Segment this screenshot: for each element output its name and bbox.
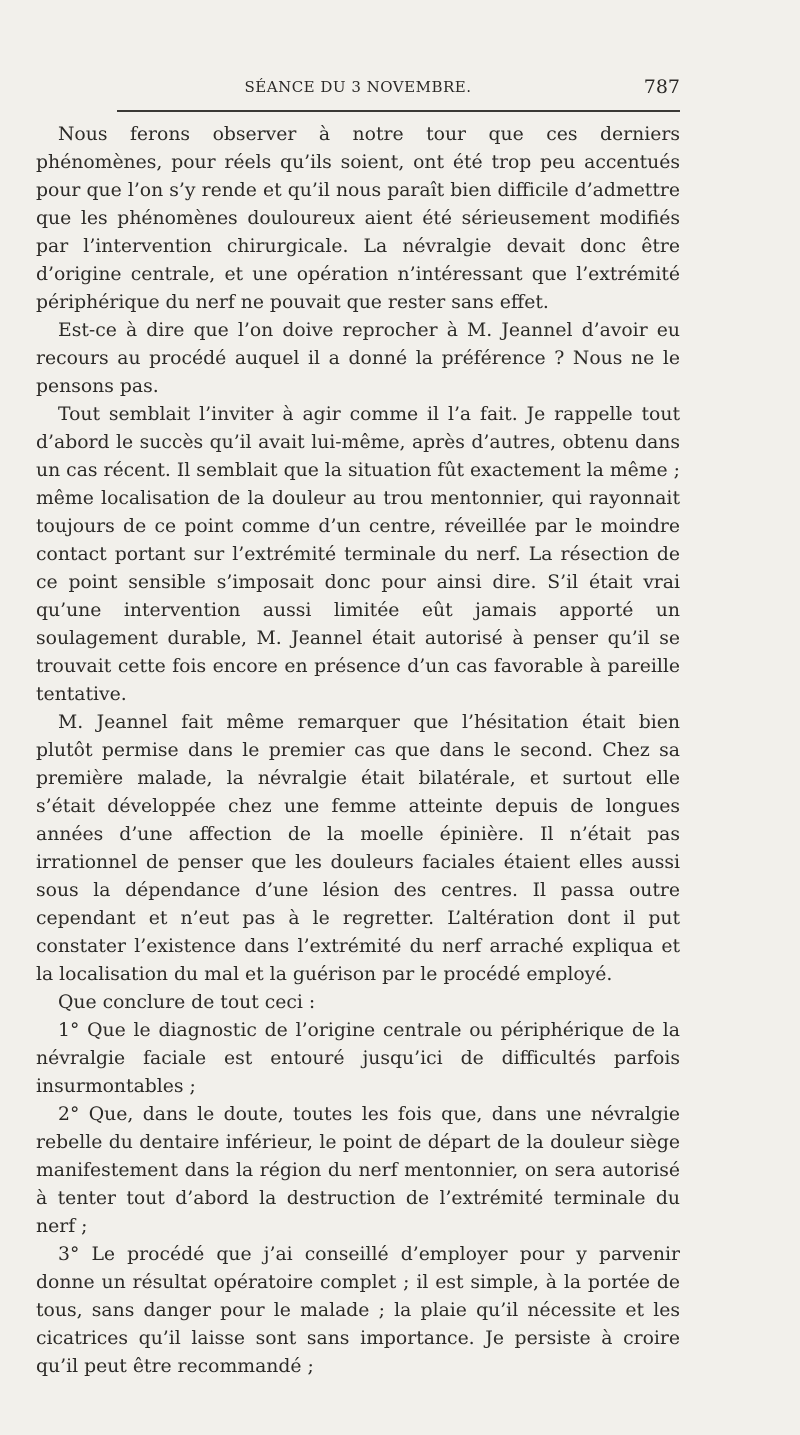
- paragraph: Est-ce à dire que l’on doive reprocher à M. Jeannel d’avoir eu recours au procédé auquel il a donné la préférence ? Nous ne le pensons pas.: [36, 320, 680, 397]
- paragraph: M. Jeannel fait même remarquer que l’hésitation était bien plutôt permise dans le premier cas que dans le second. Chez sa première malade, la névralgie était bilatérale, et surtout elle s’était développée chez une femme atteinte depuis de longues années d’une affection de la moelle épinière. Il n’était pas irrationnel de penser que les douleurs faciales étaient elles aussi sous la dépendance d’une lésion des centres. Il passa outre cependant et n’eut pas à le regretter. L’altération dont il put constater l’existence dans l’extrémité du nerf arraché expliqua et la localisation du mal et la guérison par le procédé employé.: [36, 712, 680, 985]
- paragraph: Que conclure de tout ceci :: [58, 992, 316, 1013]
- paragraph: Nous ferons observer à notre tour que ces derniers phénomènes, pour réels qu’ils soient, ont été trop peu accentués pour que l’on s’y rende et qu’il nous paraît bien difficile d’admettre que les phénomènes douloureux aient été sérieusement modifiés par l’intervention chirurgicale. La névralgie devait donc être d’origine centrale, et une opération n’intéressant que l’extrémité périphérique du nerf ne pouvait que rester sans effet.: [36, 124, 680, 313]
- body-text: [36, 121, 680, 1381]
- list-item: 2° Que, dans le doute, toutes les fois que, dans une névralgie rebelle du dentaire inférieur, le point de départ de la douleur siège manifestement dans la région du nerf mentonnier, on sera autorisé à tenter tout d’abord la destruction de l’extrémité terminale du nerf ;: [36, 1104, 680, 1237]
- paragraph: Tout semblait l’inviter à agir comme il l’a fait. Je rappelle tout d’abord le succès qu’il avait lui-même, après d’autres, obtenu dans un cas récent. Il semblait que la situation fût exactement la même ; même localisation de la douleur au trou mentonnier, qui rayonnait toujours de ce point comme d’un centre, réveillée par le moindre contact portant sur l’extrémité terminale du nerf. La résection de ce point sensible s’imposait donc pour ainsi dire. S’il était vrai qu’une intervention aussi limitée eût jamais apporté un soulagement durable, M. Jeannel était autorisé à penser qu’il se trouvait cette fois encore en présence d’un cas favorable à pareille tentative.: [36, 404, 680, 705]
- page-number: 787: [643, 76, 680, 98]
- list-item: 3° Le procédé que j’ai conseillé d’employer pour y parvenir donne un résultat opératoire complet ; il est simple, à la portée de tous, sans danger pour le malade ; la plaie qu’il nécessite et les cicatrices qu’il laisse sont sans importance. Je persiste à croire qu’il peut être recommandé ;: [36, 1244, 680, 1377]
- running-head: SÉANCE DU 3 NOVEMBRE.: [244, 78, 472, 96]
- page-header: [36, 76, 680, 100]
- header-rule: [117, 110, 680, 112]
- list-item: 1° Que le diagnostic de l’origine centrale ou périphérique de la névralgie faciale est entouré jusqu’ici de difficultés parfois insurmontables ;: [36, 1020, 680, 1097]
